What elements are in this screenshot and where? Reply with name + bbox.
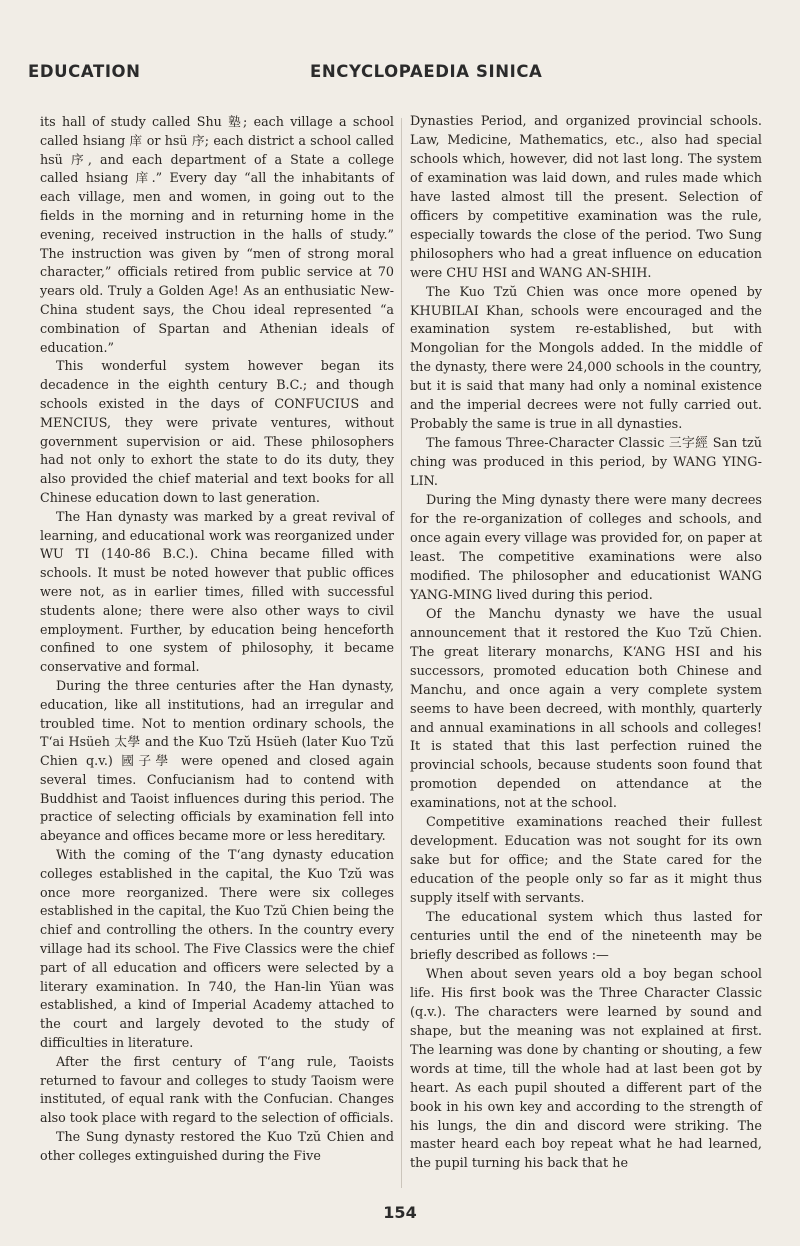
paragraph: With the coming of the T‘ang dynasty education colleges established in the capital, the Kuo Tzŭ was once more reorganized. There were six colleges established in the capital, the Kuo Tzŭ Chien being the chief and controlling the others. In the country every village had its school. The Five Classics were the chief part of all education and officers were selected by a literary examination. In 740, the Han-lin Yüan was established, a kind of Imperial Academy attached to the court and largely devoted to the study of difficulties in literature. [40, 847, 394, 1051]
paragraph: During the three centuries after the Han dynasty, education, like all institutions, had an irregular and troubled time. Not to mention ordinary schools, the T‘ai Hsüeh 太學 and the Kuo Tzŭ Hsüeh (later Kuo Tzŭ Chien q.v.) 國子學 were opened and closed again several times. Confucianism had to contend with Buddhist and Taoist influences during this period. The practice of selecting officials by examination fell into abeyance and offices became more or less hereditary. [40, 677, 394, 844]
paragraph: The educational system which thus lasted for centuries until the end of the nineteenth may be briefly described as follows :— [410, 910, 762, 963]
paragraph: The Kuo Tzŭ Chien was once more opened by KHUBILAI Khan, schools were encouraged and the examination system re-established, but with Mongolian for the Mongols added. In the middle of the dynasty, there were 24,000 schools in the country, but it is said that many had only a nominal existence and the imperial decrees were not fully carried out. Probably the same is true in all dynasties. [410, 284, 762, 433]
paragraph: Competitive examinations reached their fullest development. Education was not sought for its own sake but for office; and the State cared for the education of the people only so far as it might thus supply itself with servants. [410, 815, 762, 907]
paragraph: The famous Three-Character Classic 三字經 San tzŭ ching was produced in this period, by WANG YING-LIN. [410, 436, 762, 490]
paragraph: This wonderful system however began its decadence in the eighth century B.C.; and though schools existed in the days of CONFUCIUS and MENCIUS, they were private ventures, without government supervision or aid. These philosophers had not only to exhort the state to do its duty, they also provided the chief material and text books for all Chinese education down to last generation. [40, 358, 394, 505]
left-column [40, 113, 394, 1166]
header-section-title: EDUCATION [28, 62, 141, 81]
paragraph: its hall of study called Shu 塾; each village a school called hsiang 庠 or hsü 序; each district a school called hsü 序, and each department of a State a college called hsiang 庠.” Every day “all the inhabitants of each village, men and women, in going out to the fields in the morning and in returning home in the evening, received instruction in the halls of study.” The instruction was given by “men of strong moral character,” officials retired from public service at 70 years old. Truly a Golden Age! As an enthusiatic New-China student says, the Chou ideal represented “a combination of Spartan and Athenian ideals of education.” [40, 114, 394, 355]
paragraph: Of the Manchu dynasty we have the usual announcement that it restored the Kuo Tzŭ Chien. The great literary monarchs, K‘ANG HSI and his successors, promoted education both Chinese and Manchu, and once again a very complete system seems to have been decreed, with monthly, quarterly and annual examinations in all schools and colleges! It is stated that this last perfection ruined the provincial schools, because students soon found that promotion depended on attendance at the examinations, not at the school. [410, 606, 762, 812]
paragraph: During the Ming dynasty there were many decrees for the re-organization of colleges and schools, and once again every village was provided for, on paper at least. The competitive examinations were also modified. The philosopher and educationist WANG YANG-MING lived during this period. [410, 493, 762, 603]
paragraph: When about seven years old a boy began school life. His first book was the Three Character Classic (q.v.). The characters were learned by sound and shape, but the meaning was not explained at first. The learning was done by chanting or shouting, a few words at time, till the whole had at last been got by heart. As each pupil shouted a different part of the book in his own key and according to the strength of his lungs, the din and discord were striking. The master heard each boy repeat what he had learned, the pupil turning his back that he [410, 966, 762, 1172]
paragraph: The Han dynasty was marked by a great revival of learning, and educational work was reorganized under WU TI (140-86 B.C.). China became filled with schools. It must be noted however that public offices were not, as in earlier times, filled with successful students alone; there were also other ways to civil employment. Further, by education being henceforth confined to one system of philosophy, it became conservative and formal. [40, 508, 394, 675]
paragraph: After the first century of T‘ang rule, Taoists returned to favour and colleges to study Taoism were instituted, of equal rank with the Confucian. Changes also took place with regard to the selection of officials. [40, 1053, 394, 1126]
column-divider [401, 118, 402, 1188]
paragraph: The Sung dynasty restored the Kuo Tzŭ Chien and other colleges extinguished during the Five [40, 1129, 394, 1163]
running-header [28, 62, 770, 86]
page-number: 154 [383, 1203, 417, 1222]
paragraph: Dynasties Period, and organized provincial schools. Law, Medicine, Mathematics, etc., also had special schools which, however, did not last long. The system of examination was laid down, and rules made which have lasted almost till the present. Selection of officers by competitive examination was the rule, especially towards the close of the period. Two Sung philosophers who had a great influence on education were CHU HSI and WANG AN-SHIH. [410, 114, 762, 281]
header-book-title: ENCYCLOPAEDIA SINICA [310, 62, 543, 81]
right-column [410, 113, 762, 1174]
